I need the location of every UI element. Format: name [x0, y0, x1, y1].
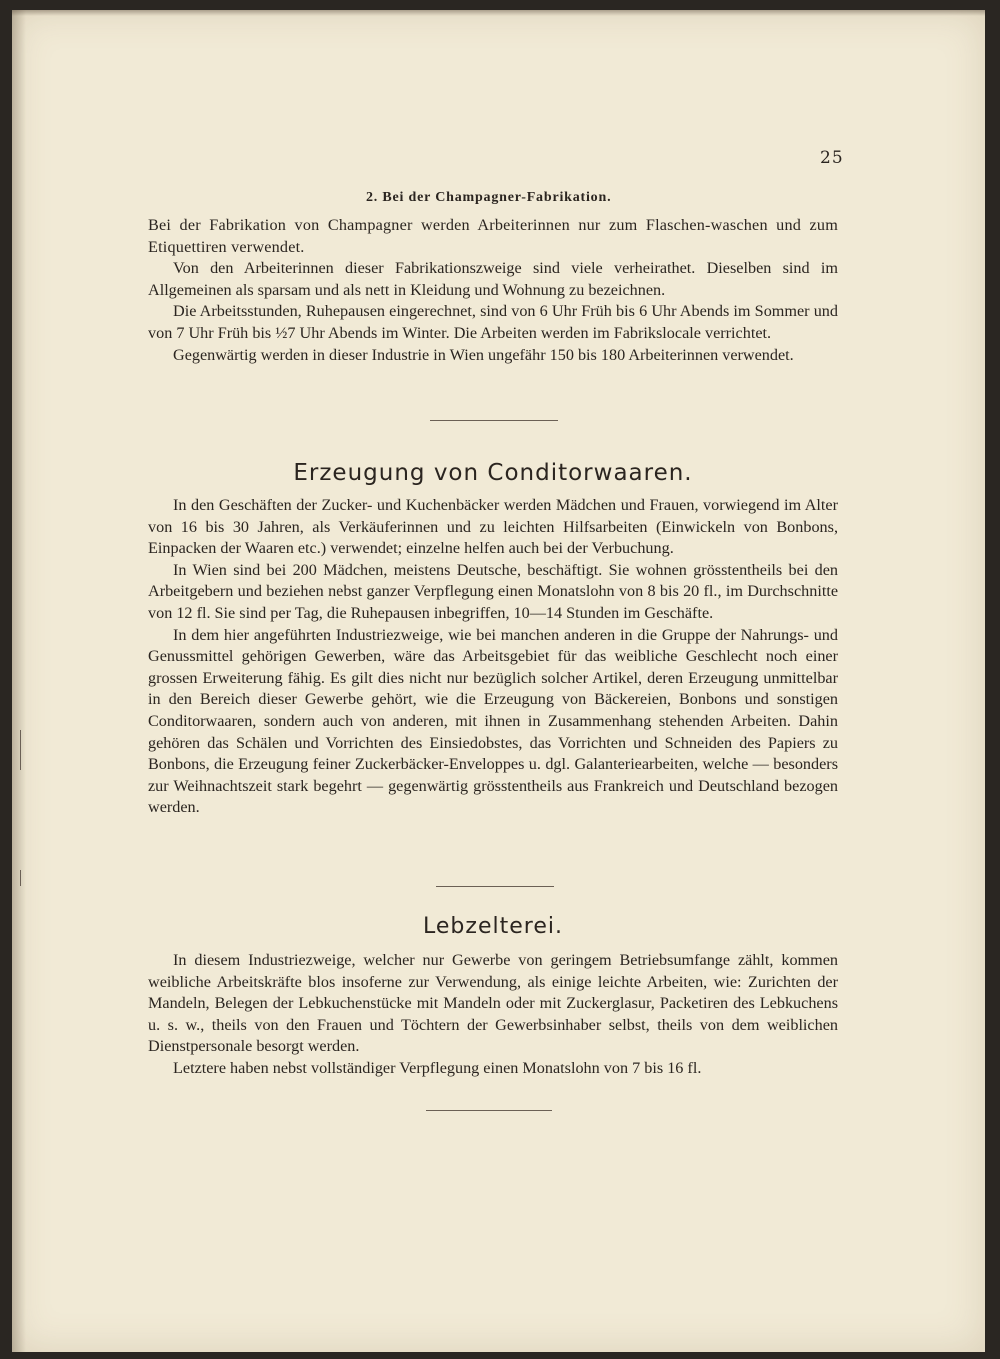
margin-mark	[20, 870, 21, 886]
margin-mark	[20, 730, 21, 770]
paragraph: In diesem Industriezweige, welcher nur Gewerbe von geringem Betriebsumfange zählt, kommen weibliche Arbeitskräfte blos insoferne zur Verwendung, als einige leichte Arbeiten, wie: Zurichten der Mandeln, Belegen der Lebkuchenstücke mit Mandeln oder mit Zuckerglasur, Packetiren des Lebkuchens u. s. w., theils von den Frauen und Töchtern der Gewerbsinhaber selbst, theils von dem weiblichen Dienstpersonale besorgt werden.	[148, 951, 838, 1056]
paragraph: In den Geschäften der Zucker- und Kuchenbäcker werden Mädchen und Frauen, vorwiegend im Alter von 16 bis 30 Jahren, als Verkäuferinnen und zu leichten Hilfsarbeiten (Einwickeln von Bonbons, Einpacken der Waaren etc.) verwendet; einzelne helfen auch bei der Verbuchung.	[148, 496, 838, 558]
section-lebzelterei-body	[148, 950, 838, 1080]
paragraph: In Wien sind bei 200 Mädchen, meistens Deutsche, beschäftigt. Sie wohnen grösstentheils bei den Arbeitgebern und beziehen nebst ganzer Verpflegung einen Monatslohn von 8 bis 20 fl., im Durchschnitte von 12 fl. Sie sind per Tag, die Ruhepausen inbegriffen, 10—14 Stunden im Geschäfte.	[148, 560, 838, 622]
paragraph: Letztere haben nebst vollständiger Verpflegung einen Monatslohn von 7 bis 16 fl.	[173, 1058, 702, 1077]
section-divider	[436, 886, 554, 887]
page-number: 25	[820, 148, 844, 168]
top-edge-shadow	[12, 10, 985, 16]
book-page	[12, 10, 985, 1352]
section-title-champagner: 2. Bei der Champagner-Fabrikation.	[366, 190, 612, 205]
paragraph: In dem hier angeführten Industriezweige, wie bei manchen anderen in die Gruppe der Nahrungs- und Genussmittel gehörigen Gewerben, wäre das Arbeitsgebiet für das weibliche Geschlecht noch einer grossen Erweiterung fähig. Es gilt dies nicht nur bezüglich solcher Artikel, deren Erzeugung unmittelbar in den Bereich dieser Gewerbe gehört, wie die Erzeugung von Bäckereien, Bonbons und sonstigen Conditorwaaren, sondern auch von anderen, mit ihnen in Zusammenhang stehenden Arbeiten. Dahin gehören das Schälen und Vorrichten des Einsiedobstes, das Vorrichten und Schneiden des Papiers zu Bonbons, die Erzeugung feiner Zuckerbäcker-Enveloppes u. dgl. Galanteriearbeiten, welche — besonders zur Weihnachtszeit stark begehrt — gegenwärtig grösstentheils aus Frankreich und Deutschland bezogen werden.	[148, 625, 838, 817]
section-divider	[426, 1110, 552, 1111]
paragraph: Bei der Fabrikation von Champagner werden Arbeiterinnen nur zum Flaschen-waschen und zum Etiquettiren verwendet.	[148, 216, 838, 256]
paragraph: Gegenwärtig werden in dieser Industrie in Wien ungefähr 150 bis 180 Arbeiterinnen verwendet.	[173, 345, 794, 364]
paragraph: Von den Arbeiterinnen dieser Fabrikationszweige sind viele verheirathet. Dieselben sind im Allgemeinen als sparsam und als nett in Kleidung und Wohnung zu bezeichnen.	[148, 259, 838, 299]
section-champagner-body	[148, 215, 838, 366]
section-heading-lebzelterei: Lebzelterei.	[423, 914, 563, 939]
spine-shadow	[12, 10, 26, 1352]
section-divider	[430, 420, 558, 421]
paragraph: Die Arbeitsstunden, Ruhepausen eingerechnet, sind von 6 Uhr Früh bis 6 Uhr Abends im Sommer und von 7 Uhr Früh bis ½7 Uhr Abends im Winter. Die Arbeiten werden im Fabrikslocale verrichtet.	[148, 302, 838, 342]
section-conditorwaaren-body	[148, 495, 838, 819]
section-heading-conditorwaaren: Erzeugung von Conditorwaaren.	[293, 460, 693, 486]
